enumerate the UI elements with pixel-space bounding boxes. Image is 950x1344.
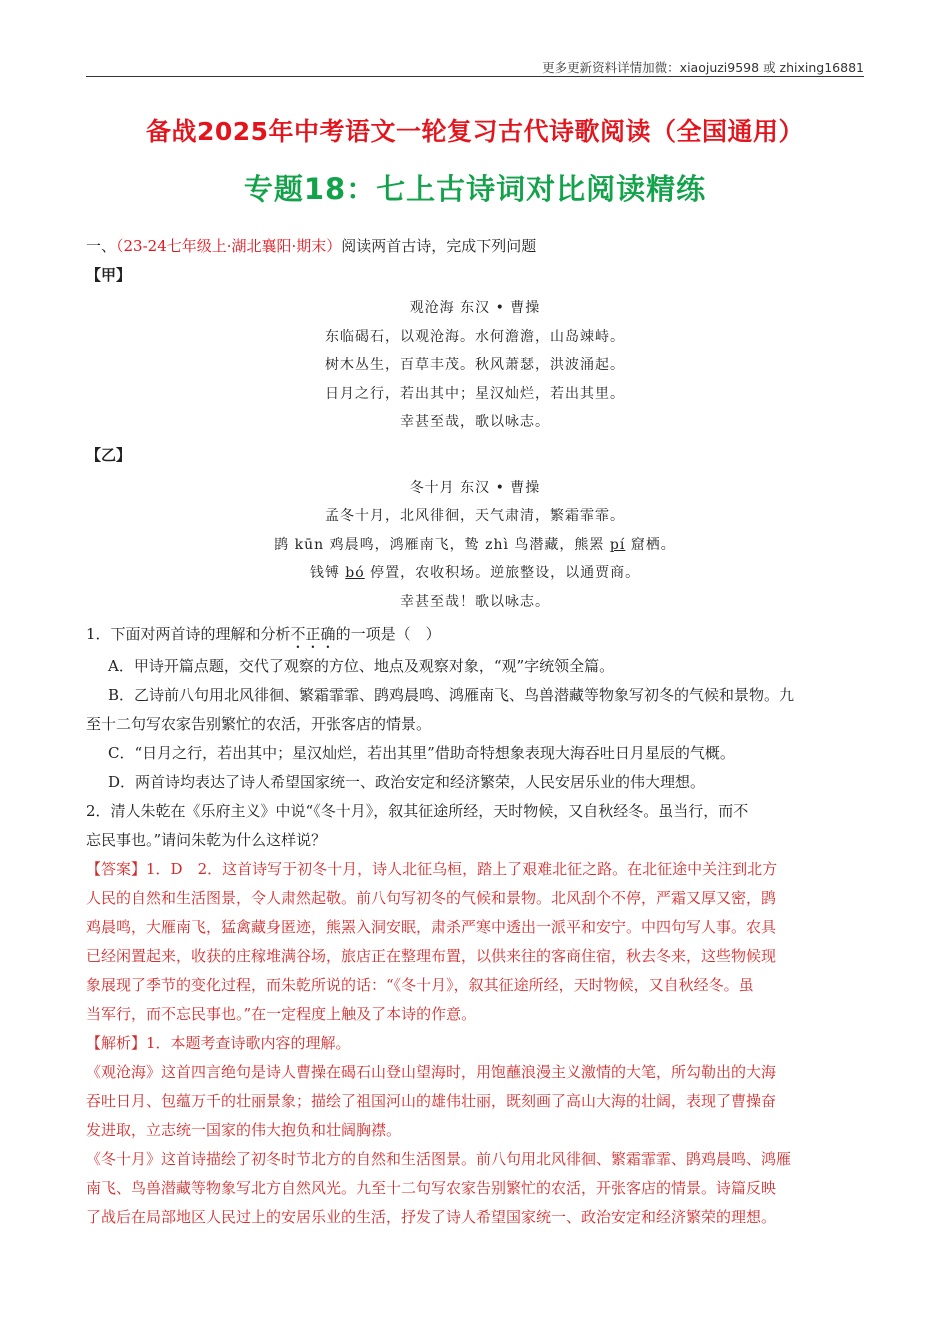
poem-text: 窟栖。	[625, 536, 676, 553]
question-intro	[86, 232, 864, 261]
poem-b-line	[86, 559, 864, 588]
question-1-option-d: D．两首诗均表达了诗人希望国家统一、政治安定和经济繁荣，人民安居乐业的伟大理想。	[108, 773, 706, 791]
question-number: 一、	[86, 237, 117, 255]
answer-line: 已经闲置起来，收获的庄稼堆满谷场，旅店正在整理布置，以供来往的客商住宿，秋去冬来，这些物候现	[86, 947, 777, 965]
page-title: 备战2025年中考语文一轮复习古代诗歌阅读（全国通用）	[145, 117, 805, 146]
pinyin-annotation: kūn	[294, 536, 325, 553]
question-2-line: 2．清人朱乾在《乐府主义》中说“《冬十月》，叙其征途所经，天时物候，又自秋经冬。虽当行，而不	[86, 802, 749, 820]
poem-text: 停置，农收积场。逆旅整设，以通贾商。	[364, 565, 641, 581]
poem-b-line	[86, 531, 864, 560]
poem-a-title: 观沧海 东汉 • 曹操	[409, 300, 541, 316]
answer-line: 【答案】1．D 2．这首诗写于初冬十月，诗人北征乌桓，踏上了艰难北征之路。在北征途中关注到北方	[86, 860, 778, 878]
poem-a	[86, 294, 864, 437]
question-1-option-a: A．甲诗开篇点题，交代了观察的方位、地点及观察对象，“观”字统领全篇。	[108, 657, 615, 675]
pinyin-annotation: pí	[609, 536, 626, 553]
poem-b-label: 【乙】	[86, 445, 132, 464]
poem-b-line: 幸甚至哉！歌以咏志。	[400, 593, 550, 610]
stem-text: 1．下面对两首诗的理解和分析	[86, 625, 291, 643]
poem-b	[86, 474, 864, 617]
analysis-line: 吞吐日月、包蕴万千的壮丽景象；描绘了祖国河山的雄伟壮丽，既刻画了高山大海的壮阔，表现了曹操奋	[86, 1092, 777, 1110]
emphasis-text: 不正确	[290, 625, 336, 643]
question-1-option-b-cont: 至十二句写农家告别繁忙的农活，开张客店的情景。	[86, 715, 432, 733]
answer-line: 人民的自然和生活图景，令人肃然起敬。前八句写初冬的气候和景物。北风刮个不停，严霜又厚又密，鹍	[86, 889, 777, 907]
question-2-line: 忘民事也。”请问朱乾为什么这样说？	[86, 831, 327, 849]
analysis-line: 了战后在局部地区人民过上的安居乐业的生活，抒发了诗人希望国家统一、政治安定和经济繁荣的理想。	[86, 1208, 777, 1226]
analysis-line: 《冬十月》这首诗描绘了初冬时节北方的自然和生活图景。前八句用北风徘徊、繁霜霏霏、鹍鸡晨鸣、鸿雁	[86, 1150, 792, 1168]
question-1-option-b: B．乙诗前八句用北风徘徊、繁霜霏霏、鹍鸡晨鸣、鸿雁南飞、鸟兽潜藏等物象写初冬的气候和景物。九	[108, 686, 795, 704]
answer-line: 鸡晨鸣，大雁南飞，猛禽藏身匿迹，熊罴入洞安眠，肃杀严寒中透出一派平和安宁。中四句写人事。农具	[86, 918, 777, 936]
answer-line: 当军行，而不忘民事也。”在一定程度上触及了本诗的作意。	[86, 1005, 477, 1023]
stem-text: 的一项是（ ）	[335, 625, 441, 643]
pinyin-annotation: bó	[345, 565, 365, 581]
poem-a-line: 树木丛生，百草丰茂。秋风萧瑟，洪波涌起。	[325, 357, 625, 373]
poem-a-line: 幸甚至哉，歌以咏志。	[400, 414, 550, 430]
poem-text: 钱镈	[309, 565, 346, 581]
question-1-stem	[86, 620, 864, 652]
question-source: （23-24七年级上·湖北襄阳·期末）	[116, 237, 342, 255]
pinyin-annotation: zhì	[485, 536, 509, 553]
header-rule	[86, 76, 864, 77]
header-note: 更多更新资料详情加微：xiaojuzi9598 或 zhixing16881	[542, 60, 864, 75]
poem-a-line: 东临碣石，以观沧海。水何澹澹，山岛竦峙。	[325, 328, 625, 345]
document-body	[86, 232, 864, 1232]
poem-b-title: 冬十月 东汉 • 曹操	[409, 479, 541, 496]
analysis-line: 南飞、鸟兽潜藏等物象写北方自然风光。九至十二句写农家告别繁忙的农活，开张客店的情景。诗篇反映	[86, 1179, 777, 1197]
poem-text: 鸟潜藏，熊罴	[508, 536, 610, 553]
poem-text: 鸡晨鸣，鸿雁南飞，鸷	[324, 536, 486, 553]
poem-b-line: 孟冬十月，北风徘徊，天气肃清，繁霜霏霏。	[325, 508, 625, 524]
question-instruction: 阅读两首古诗，完成下列问题	[341, 237, 537, 255]
analysis-line: 发进取，立志统一国家的伟大抱负和壮阔胸襟。	[86, 1121, 402, 1139]
answer-line: 象展现了季节的变化过程，而朱乾所说的话：“《冬十月》，叙其征途所经，天时物候，又自秋经冬。虽	[86, 976, 754, 994]
poem-a-label: 【甲】	[86, 266, 132, 284]
page-subtitle: 专题18：七上古诗词对比阅读精练	[243, 172, 707, 206]
analysis-line: 《观沧海》这首四言绝句是诗人曹操在碣石山登山望海时，用饱蘸浪漫主义激情的大笔，所勾勒出的大海	[86, 1063, 777, 1081]
poem-a-line: 日月之行，若出其中；星汉灿烂，若出其里。	[325, 385, 625, 402]
analysis-line: 【解析】1．本题考查诗歌内容的理解。	[86, 1034, 351, 1052]
poem-text: 鹍	[274, 536, 295, 553]
question-1-option-c: C．“日月之行，若出其中；星汉灿烂，若出其里”借助奇特想象表现大海吞吐日月星辰的气概。	[108, 744, 735, 762]
